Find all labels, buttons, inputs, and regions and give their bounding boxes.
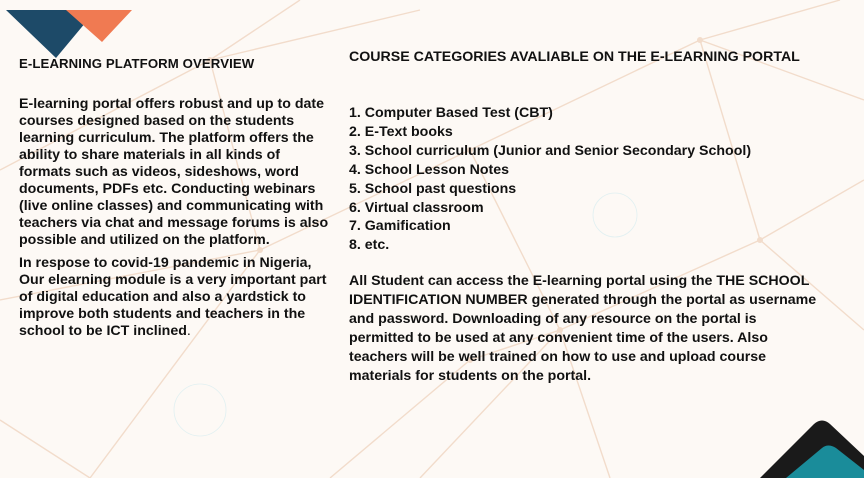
overview-body bbox=[19, 96, 335, 346]
overview-heading: E-LEARNING PLATFORM OVERVIEW bbox=[19, 56, 255, 71]
access-paragraph: All Student can access the E-learning portal using the THE SCHOOL IDENTIFICATION NUMBER generated through the portal as username and password. Downloading of any resource on the portal is permitted to be used at any convenient time of the users. Also teachers will be well trained on how to use and upload course materials for students on the portal. bbox=[349, 273, 817, 384]
covid-paragraph-period: . bbox=[186, 323, 191, 339]
list-item: 8. etc. bbox=[349, 237, 390, 254]
covid-paragraph bbox=[19, 255, 335, 340]
list-item: 5. School past questions bbox=[349, 180, 517, 197]
course-categories-list bbox=[349, 104, 819, 255]
covid-paragraph-text: In respose to covid-19 pandemic in Nigeria, Our elearning module is a very important part of digital education and also a yardstick to improve both students and teachers in the school to be ICT inclined bbox=[19, 255, 327, 339]
list-item: 2. E-Text books bbox=[349, 123, 453, 140]
list-item: 1. Computer Based Test (CBT) bbox=[349, 105, 553, 121]
list-item: 7. Gamification bbox=[349, 218, 451, 235]
overview-paragraph: E-learning portal offers robust and up to date courses designed based on the students learning curriculum. The platform offers the ability to share materials in all kinds of formats such as videos, sideshows, word documents, PDFs etc. Conducting webinars (live online classes) and communicating with teachers via chat and message forums is also possible and utilized on the platform. bbox=[19, 96, 329, 248]
list-item: 3. School curriculum (Junior and Senior Secondary School) bbox=[349, 142, 752, 159]
list-item: 4. School Lesson Notes bbox=[349, 161, 510, 178]
list-item: 6. Virtual classroom bbox=[349, 199, 484, 216]
course-categories-heading: COURSE CATEGORIES AVALIABLE ON THE E-LEARNING PORTAL bbox=[349, 49, 800, 65]
